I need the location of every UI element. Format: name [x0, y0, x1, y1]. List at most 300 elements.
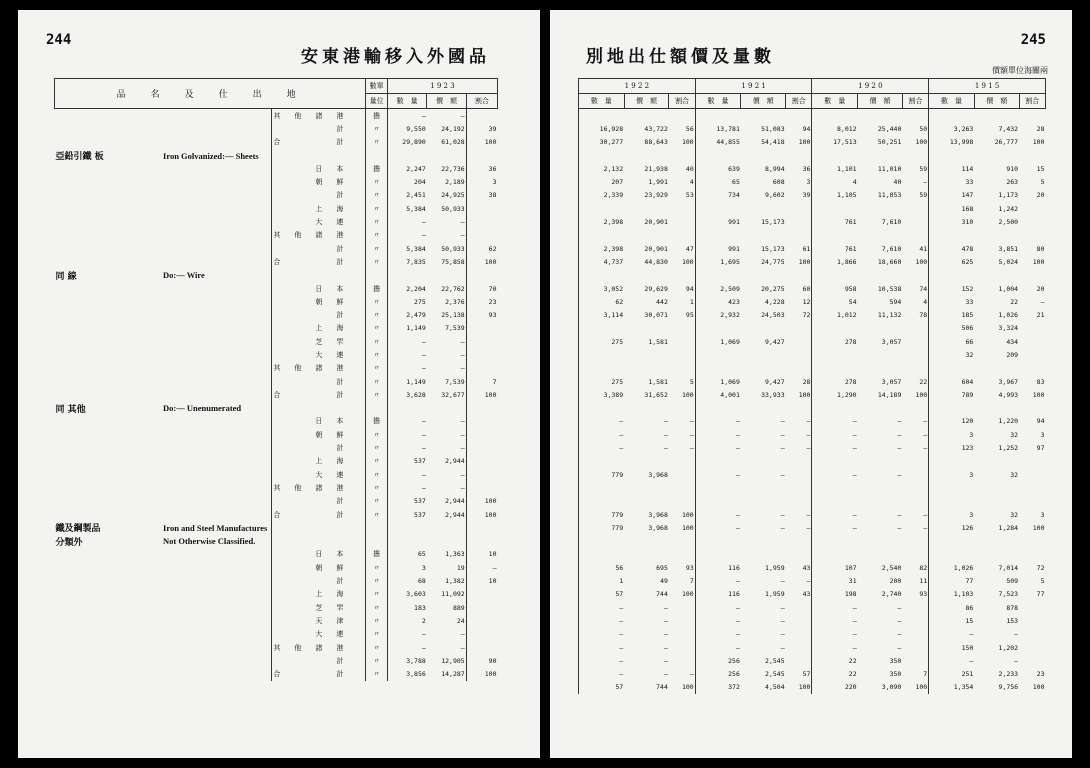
cell: 10,538 — [877, 284, 902, 293]
cell: — — [689, 430, 694, 439]
origin: 天津 — [272, 614, 366, 627]
item-jp — [55, 335, 163, 348]
cell: 11,053 — [877, 191, 902, 200]
cell: 60 — [802, 284, 811, 293]
item-en — [162, 415, 272, 428]
value: 14,287 — [441, 670, 465, 679]
quantity: — — [387, 215, 426, 228]
item-en: Do:— Unenumerated — [163, 403, 242, 414]
cell: 20 — [1036, 191, 1045, 200]
cell: 95 — [685, 311, 694, 320]
unit: 〃 — [366, 481, 388, 494]
item-jp — [55, 202, 163, 215]
cell — [812, 322, 858, 335]
cell: 100 — [681, 257, 694, 266]
origin: 芝罘 — [272, 335, 366, 348]
origin — [272, 269, 366, 282]
cell — [624, 109, 669, 123]
cell — [741, 535, 786, 548]
cell — [669, 601, 695, 614]
item-jp — [55, 667, 163, 680]
cell — [669, 495, 695, 508]
unit: 〃 — [366, 468, 388, 481]
header-unit-a: 數單 — [366, 79, 388, 94]
unit: 〃 — [366, 601, 388, 614]
item-en — [162, 455, 272, 468]
percentage: 62 — [466, 242, 497, 255]
cell — [786, 455, 812, 468]
unit: 〃 — [366, 348, 388, 361]
header-subcol: 價 額 — [974, 94, 1019, 109]
cell — [786, 269, 812, 282]
table-row — [55, 535, 498, 548]
cell: — — [780, 470, 785, 479]
origin: 其他諸港 — [272, 229, 366, 242]
cell — [741, 481, 786, 494]
cell: 78 — [919, 311, 928, 320]
cell — [929, 481, 975, 494]
cell: 1,959 — [765, 563, 785, 572]
cell — [1019, 614, 1045, 627]
origin: 其他諸港 — [272, 641, 366, 654]
cell: — — [897, 603, 902, 612]
percentage — [466, 614, 497, 627]
cell: — — [806, 444, 811, 453]
header-subcol: 數 量 — [579, 94, 625, 109]
origin — [272, 402, 366, 415]
header-subcol: 價 額 — [741, 94, 786, 109]
table-row — [55, 574, 498, 587]
quantity: 204 — [387, 175, 426, 188]
cell: — — [689, 444, 694, 453]
item-en — [162, 282, 272, 295]
origin: 大連 — [272, 215, 366, 228]
cell: 59 — [919, 164, 928, 173]
cell: 4,228 — [765, 297, 785, 306]
cell — [902, 202, 928, 215]
cell: 991 — [695, 242, 741, 255]
cell: 1,284 — [998, 523, 1019, 532]
percentage: 10 — [466, 548, 497, 561]
cell — [1019, 548, 1045, 561]
cell — [695, 109, 741, 123]
cell: 100 — [915, 390, 928, 399]
table-row — [55, 468, 498, 481]
cell: — — [663, 417, 668, 426]
cell: — — [1014, 630, 1019, 639]
cell: 25,440 — [877, 124, 902, 133]
cell: 66 — [929, 335, 975, 348]
unit — [366, 269, 388, 282]
cell — [929, 495, 975, 508]
cell: — — [695, 521, 741, 534]
cell: — — [929, 654, 975, 667]
cell: 83 — [1036, 377, 1045, 386]
table-row — [55, 162, 498, 175]
item-jp — [55, 189, 163, 202]
quantity: — — [387, 468, 426, 481]
cell — [902, 614, 928, 627]
quantity: 3,628 — [387, 388, 426, 401]
cell — [624, 481, 669, 494]
cell — [1019, 269, 1045, 282]
cell — [579, 362, 625, 375]
table-row — [55, 242, 498, 255]
item-en — [162, 588, 272, 601]
cell — [1019, 109, 1045, 123]
cell: 31 — [812, 574, 858, 587]
cell — [786, 215, 812, 228]
quantity: — — [387, 229, 426, 242]
percentage: 39 — [466, 122, 497, 135]
table-row — [579, 122, 1046, 135]
cell: — — [897, 616, 902, 625]
cell — [974, 535, 1019, 548]
quantity: 537 — [387, 508, 426, 521]
header-subcol: 割合 — [786, 94, 812, 109]
table-row — [55, 495, 498, 508]
cell — [624, 495, 669, 508]
cell: 2,740 — [881, 590, 902, 599]
cell: 3,057 — [881, 337, 902, 346]
cell: 32 — [1010, 470, 1019, 479]
table-row — [55, 189, 498, 202]
item-en — [162, 628, 272, 641]
cell: — — [897, 510, 902, 519]
cell: — — [897, 523, 902, 532]
cell: 5 — [1040, 178, 1045, 187]
cell: — — [806, 417, 811, 426]
cell: 100 — [681, 683, 694, 692]
cell — [1019, 641, 1045, 654]
cell — [902, 601, 928, 614]
unit: 〃 — [366, 441, 388, 454]
item-jp — [55, 242, 163, 255]
unit: 〃 — [366, 202, 388, 215]
percentage — [466, 348, 497, 361]
cell: 116 — [695, 588, 741, 601]
cell: 5,024 — [998, 257, 1019, 266]
table-row — [55, 282, 498, 295]
cell: — — [897, 630, 902, 639]
cell — [1019, 149, 1045, 162]
cell: 100 — [798, 683, 811, 692]
cell: — — [812, 641, 858, 654]
cell: 350 — [889, 670, 902, 679]
item-en — [162, 375, 272, 388]
cell: 744 — [656, 590, 668, 599]
cell: 442 — [656, 297, 668, 306]
cell: — — [579, 641, 625, 654]
cell: — — [663, 643, 668, 652]
table-row — [579, 667, 1046, 680]
cell: — — [806, 430, 811, 439]
cell: 7,610 — [881, 218, 902, 227]
cell — [1019, 348, 1045, 361]
cell: — — [780, 603, 785, 612]
cell — [786, 335, 812, 348]
quantity: 2 — [387, 614, 426, 627]
cell: 744 — [656, 683, 668, 692]
cell: 44,855 — [695, 136, 741, 149]
percentage — [466, 455, 497, 468]
origin: 日本 — [272, 548, 366, 561]
percentage — [466, 229, 497, 242]
cell — [812, 535, 858, 548]
cell: 30,277 — [579, 136, 625, 149]
value: — — [460, 364, 465, 373]
table-row — [55, 122, 498, 135]
item-en — [162, 255, 272, 268]
cell — [1019, 481, 1045, 494]
item-jp — [55, 548, 163, 561]
percentage: 38 — [466, 189, 497, 202]
cell — [902, 109, 928, 123]
table-row — [55, 415, 498, 428]
origin: 計 — [272, 441, 366, 454]
cell — [812, 348, 858, 361]
cell — [929, 548, 975, 561]
cell: 21 — [1036, 311, 1045, 320]
cell: 1,354 — [929, 681, 975, 694]
cell: 22 — [1010, 297, 1019, 306]
value: — — [460, 483, 465, 492]
value — [427, 535, 466, 548]
cell: 275 — [579, 375, 625, 388]
header-subcol: 割合 — [1019, 94, 1045, 109]
item-en — [162, 175, 272, 188]
cell: 100 — [1032, 138, 1045, 147]
table-row — [579, 574, 1046, 587]
cell: 114 — [929, 162, 975, 175]
cell — [669, 149, 695, 162]
cell: 11,010 — [877, 164, 902, 173]
cell — [902, 455, 928, 468]
cell: 4,737 — [579, 255, 625, 268]
table-row — [55, 308, 498, 321]
cell: 53 — [685, 191, 694, 200]
cell — [624, 322, 669, 335]
cell — [624, 402, 669, 415]
cell — [812, 481, 858, 494]
cell: — — [663, 616, 668, 625]
cell: — — [812, 508, 858, 521]
cell — [695, 535, 741, 548]
cell: 43,722 — [644, 124, 668, 133]
origin — [272, 149, 366, 162]
cell — [695, 322, 741, 335]
cell: 198 — [812, 588, 858, 601]
cell: — — [663, 444, 668, 453]
cell: — — [812, 521, 858, 534]
cell: 1,581 — [648, 377, 668, 386]
cell: 107 — [812, 561, 858, 574]
header-subcol: 數 量 — [929, 94, 975, 109]
cell — [669, 348, 695, 361]
cell: 28 — [802, 377, 811, 386]
cell: 2,398 — [579, 242, 625, 255]
table-row — [579, 641, 1046, 654]
header-year: 1 9 2 0 — [812, 79, 929, 94]
cell: 4,993 — [998, 390, 1019, 399]
cell: 100 — [1032, 257, 1045, 266]
cell: 761 — [812, 215, 858, 228]
cell — [786, 614, 812, 627]
percentage — [466, 269, 497, 282]
cell: 1,101 — [812, 162, 858, 175]
percentage — [466, 415, 497, 428]
cell: — — [812, 415, 858, 428]
cell: 56 — [685, 124, 694, 133]
value: — — [460, 350, 465, 359]
cell: 594 — [889, 297, 902, 306]
value: 12,905 — [441, 656, 465, 665]
cell — [669, 215, 695, 228]
origin: 計 — [272, 189, 366, 202]
header-subcol: 割合 — [669, 94, 695, 109]
cell: 1,004 — [998, 284, 1019, 293]
cell: 3 — [929, 468, 975, 481]
table-row — [579, 136, 1046, 149]
cell: 1,026 — [929, 561, 975, 574]
value: 22,736 — [441, 164, 465, 173]
cell: 779 — [579, 508, 625, 521]
cell: 54 — [812, 295, 858, 308]
cell: — — [923, 430, 928, 439]
cell: 50 — [919, 124, 928, 133]
item-jp — [55, 295, 163, 308]
origin: 朝鮮 — [272, 428, 366, 441]
value: 32,677 — [441, 390, 465, 399]
item-jp — [55, 255, 163, 268]
origin: 日本 — [272, 162, 366, 175]
cell: — — [579, 654, 625, 667]
item-jp: 分類外 — [55, 537, 83, 548]
value: — — [460, 643, 465, 652]
cell — [929, 149, 975, 162]
table-row — [579, 601, 1046, 614]
item-jp — [55, 495, 163, 508]
value — [427, 402, 466, 415]
cell: — — [812, 628, 858, 641]
quantity — [387, 269, 426, 282]
cell: 43 — [802, 563, 811, 572]
table-row — [55, 149, 498, 162]
cell — [1019, 215, 1045, 228]
unit: 〃 — [366, 574, 388, 587]
cell — [974, 229, 1019, 242]
cell: — — [780, 616, 785, 625]
cell: 625 — [929, 255, 975, 268]
header-subcol: 割合 — [902, 94, 928, 109]
cell — [669, 548, 695, 561]
item-jp: 同 線 — [55, 271, 77, 282]
cell: 20,901 — [644, 244, 668, 253]
cell: 100 — [915, 138, 928, 147]
cell: — — [579, 428, 625, 441]
cell: 478 — [929, 242, 975, 255]
table-row — [579, 362, 1046, 375]
cell — [695, 348, 741, 361]
cell: 2,339 — [579, 189, 625, 202]
item-jp — [55, 508, 163, 521]
left-page — [18, 10, 540, 758]
cell: — — [923, 523, 928, 532]
cell — [902, 402, 928, 415]
quantity: 5,384 — [387, 242, 426, 255]
item-en — [162, 162, 272, 175]
table-row — [55, 215, 498, 228]
cell: 22 — [919, 377, 928, 386]
cell: — — [579, 667, 625, 680]
cell — [741, 362, 786, 375]
cell — [786, 149, 812, 162]
cell: — — [897, 643, 902, 652]
cell — [974, 495, 1019, 508]
cell: 20 — [1036, 284, 1045, 293]
origin: 其他諸港 — [272, 109, 366, 123]
cell — [812, 548, 858, 561]
cell: 958 — [812, 282, 858, 295]
unit: 〃 — [366, 322, 388, 335]
cell: — — [806, 577, 811, 586]
cell — [624, 348, 669, 361]
cell — [858, 229, 903, 242]
table-row — [579, 282, 1046, 295]
value — [427, 149, 466, 162]
value: 2,944 — [445, 457, 465, 466]
unit: 〃 — [366, 335, 388, 348]
unit: 〃 — [366, 628, 388, 641]
table-row — [55, 561, 498, 574]
cell — [695, 481, 741, 494]
item-jp — [55, 308, 163, 321]
cell: 15 — [929, 614, 975, 627]
cell: 3 — [929, 428, 975, 441]
percentage — [466, 202, 497, 215]
cell — [858, 362, 903, 375]
cell: 11,132 — [877, 311, 902, 320]
cell: 789 — [929, 388, 975, 401]
item-jp — [55, 175, 163, 188]
item-jp: 鐵及鋼製品 — [55, 524, 101, 535]
right-page — [550, 10, 1072, 758]
cell: — — [897, 417, 902, 426]
value: 7,539 — [445, 377, 465, 386]
cell — [695, 269, 741, 282]
cell — [812, 229, 858, 242]
unit-note: 價額單位海關兩 — [992, 66, 1048, 75]
table-row — [55, 601, 498, 614]
item-jp — [55, 641, 163, 654]
item-en — [162, 654, 272, 667]
item-jp — [55, 588, 163, 601]
unit: 擔 — [366, 109, 388, 123]
item-jp — [55, 654, 163, 667]
quantity — [387, 535, 426, 548]
table-row — [55, 428, 498, 441]
cell: 220 — [812, 681, 858, 694]
cell: 1,290 — [812, 388, 858, 401]
unit: 〃 — [366, 641, 388, 654]
cell — [974, 548, 1019, 561]
cell — [579, 109, 625, 123]
cell — [669, 202, 695, 215]
cell — [858, 455, 903, 468]
cell: 3 — [1040, 510, 1045, 519]
percentage: 23 — [466, 295, 497, 308]
table-row — [579, 654, 1046, 667]
